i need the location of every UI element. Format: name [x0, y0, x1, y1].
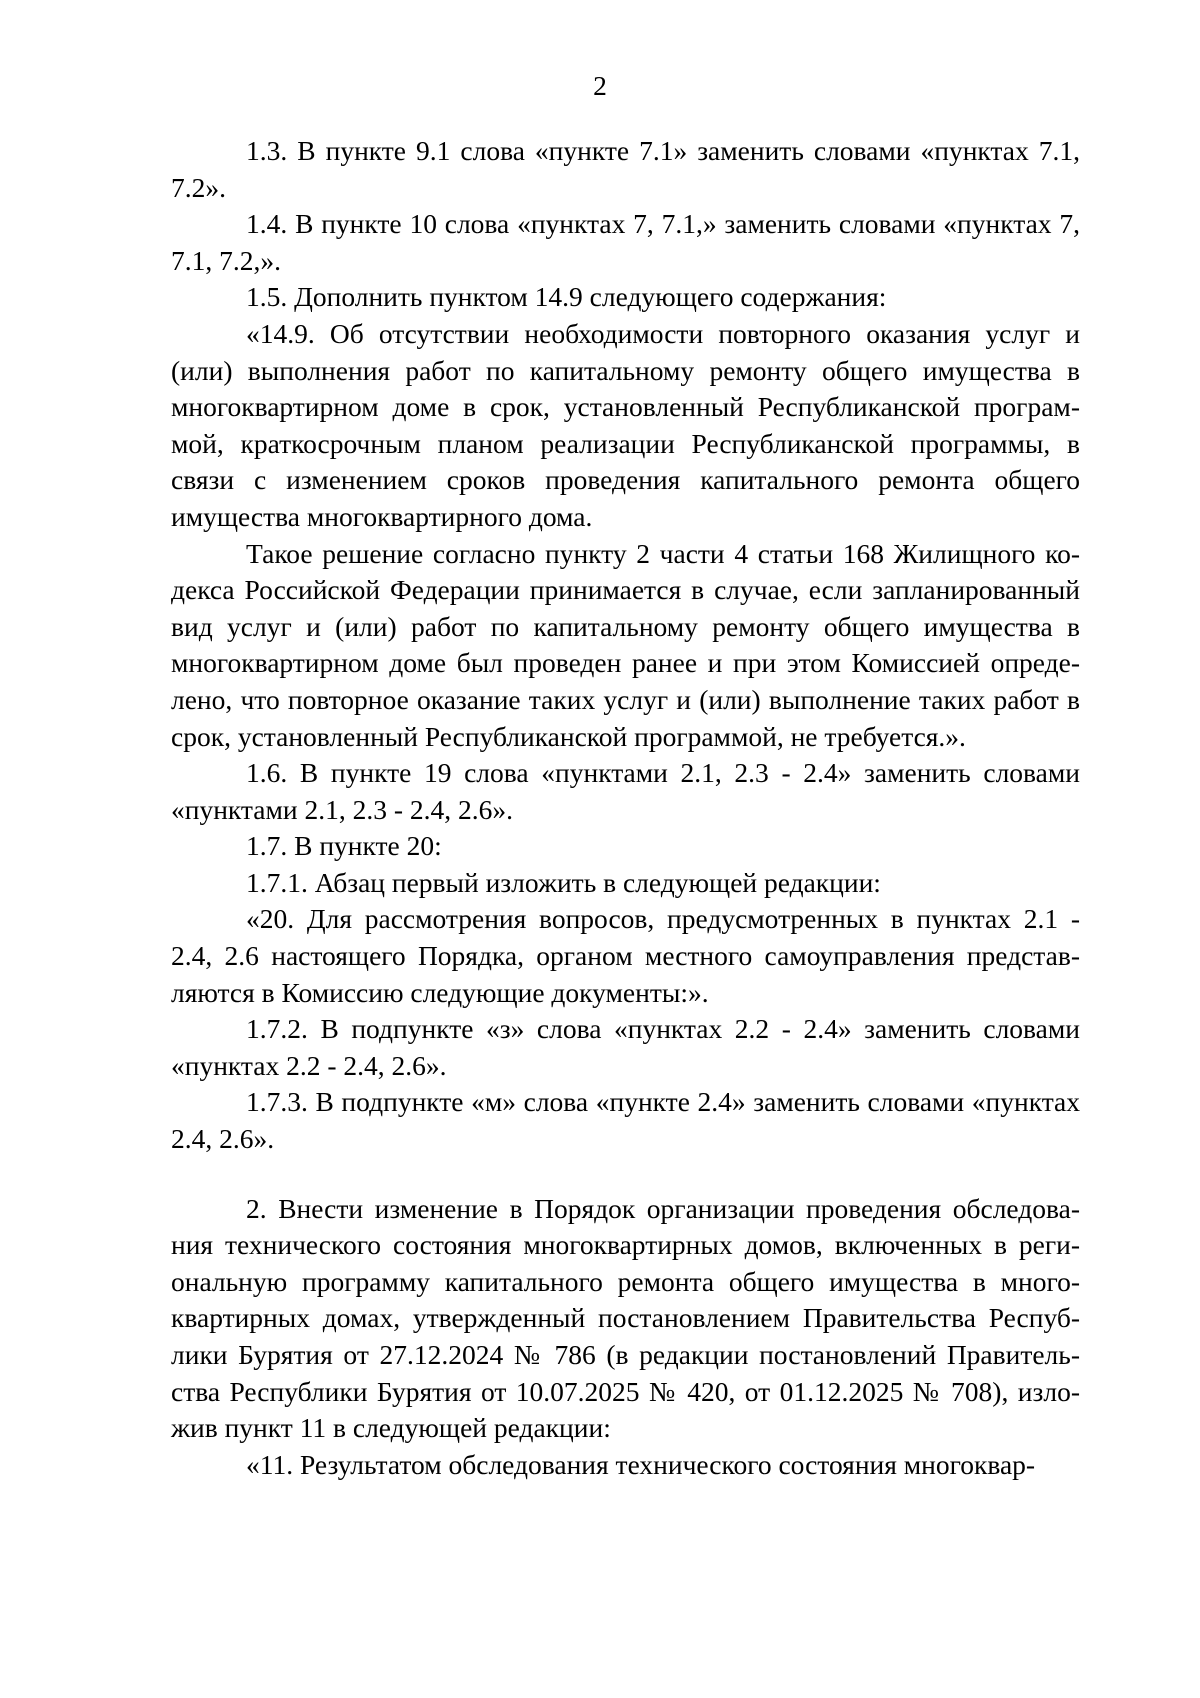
paragraph-1-4: 1.4. В пункте 10 слова «пунктах 7, 7.1,» заменить словами «пунктах 7, 7.1, 7.2,».	[171, 208, 1080, 276]
paragraph-decision-explanation: Такое решение согласно пункту 2 части 4 статьи 168 Жилищного кодекса Российской Федерации принимается в случае, если запланированный вид услуг и (или) работ по капитальному ремонту общего имущества в многоквартирном доме был проведен ранее и при этом Комиссией определено, что повторное оказание таких услуг и (или) выполнение таких работ в срок, установленный Республиканской программой, не требуется.».	[171, 537, 1080, 752]
paragraph-1-7: 1.7. В пункте 20:	[246, 830, 442, 862]
paragraph-1-7-2: 1.7.2. В подпункте «з» слова «пунктах 2.2 - 2.4» заменить словами «пунктах 2.2 - 2.4, 2.6».	[171, 1013, 1080, 1081]
paragraph-1-7-3: 1.7.3. В подпункте «м» слова «пункте 2.4» заменить словами «пунктах 2.4, 2.6».	[171, 1086, 1080, 1155]
paragraph-11-quote: «11. Результатом обследования технического состояния многоквар-	[246, 1448, 1036, 1480]
paragraph-2: 2. Внести изменение в Порядок организации проведения обследования технического состояния многоквартирных домов, включенных в региональную программу капитального ремонта общего имущества в многоквартирных домах, утвержденный постановлением Правительства Республики Бурятия от 27.12.2024 № 786 (в редакции постановлений Правительства Республики Бурятия от 10.07.2025 № 420, от 01.12.2025 № 708), изложив пункт 11 в следующей редакции:	[171, 1192, 1080, 1444]
page-number: 2	[593, 70, 607, 101]
paragraph-1-5: 1.5. Дополнить пунктом 14.9 следующего содержания:	[246, 281, 887, 313]
paragraph-1-6: 1.6. В пункте 19 слова «пунктами 2.1, 2.3 - 2.4» заменить словами «пунктами 2.1, 2.3 - 2.4, 2.6».	[171, 757, 1080, 825]
paragraph-1-7-1: 1.7.1. Абзац первый изложить в следующей редакции:	[246, 866, 881, 898]
document-body	[171, 133, 1080, 1483]
paragraph-1-3: 1.3. В пункте 9.1 слова «пункте 7.1» заменить словами «пунктах 7.1, 7.2».	[171, 135, 1080, 203]
paragraph-20-quote: «20. Для рассмотрения вопросов, предусмотренных в пунктах 2.1 - 2.4, 2.6 настоящего Порядка, органом местного самоуправления представляются в Комиссию следующие документы:».	[171, 903, 1080, 1008]
paragraph-14-9-quote: «14.9. Об отсутствии необходимости повторного оказания услуг и (или) выполнения работ по капитальному ремонту общего имущества в многоквартирном доме в срок, установленный Республиканской программой, краткосрочным планом реализации Республиканской программы, в связи с изменением сроков проведения капитального ремонта общего имущества многоквартирного дома.	[171, 317, 1080, 532]
